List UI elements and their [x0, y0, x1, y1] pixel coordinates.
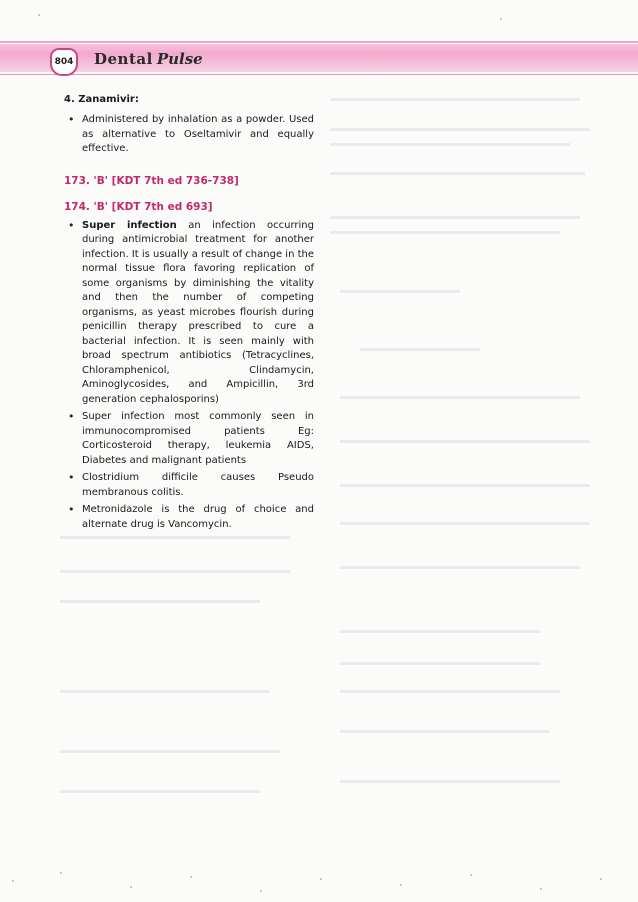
bleed-line	[340, 690, 560, 693]
bleed-line	[330, 231, 560, 234]
bleed-line	[340, 290, 460, 293]
book-title-dental: Dental	[94, 50, 153, 68]
noise-dot	[500, 18, 502, 20]
bleed-line	[340, 730, 550, 733]
page-number: 804	[54, 57, 74, 67]
answer-173: 173. 'B' [KDT 7th ed 736-738]	[64, 174, 239, 187]
bullet-metronidazole: • Metronidazole is the drug of choice and alternate drug is Vancomycin.	[64, 503, 314, 532]
book-title	[94, 50, 203, 72]
noise-dot	[60, 872, 62, 874]
bleed-line	[340, 522, 590, 525]
bleed-line	[340, 630, 540, 633]
noise-dot	[400, 884, 402, 886]
bullet-immunocompromised: • Super infection most commonly seen in immunocompromised patients Eg: Corticosteroid therapy, leukemia AIDS, Diabetes and malignant patients	[64, 410, 314, 468]
bullet-super-infection	[64, 219, 314, 408]
bleed-line	[330, 98, 580, 101]
book-title-pulse: Pulse	[156, 50, 203, 68]
noise-dot	[130, 886, 132, 888]
noise-dot	[260, 890, 262, 892]
answer-174: 174. 'B' [KDT 7th ed 693]	[64, 200, 213, 213]
bleed-line	[60, 690, 270, 693]
bleed-line	[60, 536, 290, 539]
bleed-line	[340, 780, 560, 783]
bleed-line	[330, 172, 585, 175]
bleed-line	[330, 128, 590, 131]
header-rule-bottom	[0, 74, 638, 75]
noise-dot	[190, 876, 192, 878]
bullet-clostridium: • Clostridium difficile causes Pseudo membranous colitis.	[64, 471, 314, 500]
content-column	[64, 94, 314, 532]
bleed-line	[340, 662, 540, 665]
tooth-icon	[50, 48, 78, 76]
bleed-line	[340, 566, 580, 569]
bleed-line	[360, 348, 480, 351]
super-infection-term: Super infection	[82, 219, 177, 231]
noise-dot	[38, 14, 40, 16]
noise-dot	[470, 874, 472, 876]
bleed-line	[340, 484, 590, 487]
bleed-line	[340, 440, 590, 443]
bleed-line	[60, 570, 290, 573]
bleed-line	[60, 600, 260, 603]
zanamivir-bullet: • Administered by inhalation as a powder. Used as alternative to Oseltamivir and equally effective.	[64, 113, 314, 157]
noise-dot	[320, 878, 322, 880]
noise-dot	[12, 880, 14, 882]
bleed-line	[340, 396, 580, 399]
bleed-line	[60, 790, 260, 793]
bleed-line	[60, 750, 280, 753]
noise-dot	[540, 888, 542, 890]
super-infection-definition: an infection occurring during antimicrobial treatment for another infection. It is usually a result of change in the normal tissue flora favoring replication of some organisms by diminishing the vitality and then the number of competing organisms, as yeast microbes flourish during penicillin therapy prescribed to cure a bacterial infection. It is seen mainly with broad spectrum antibiotics (Tetracyclines, Chloramphenicol, Clindamycin, Aminoglycosides, and Ampicillin, 3rd generation cephalosporins)	[82, 219, 314, 405]
zanamivir-heading: 4. Zanamivir:	[64, 94, 139, 105]
bleed-line	[330, 216, 580, 219]
header-rule-top	[0, 41, 638, 43]
noise-dot	[600, 878, 602, 880]
bleed-line	[330, 143, 570, 146]
